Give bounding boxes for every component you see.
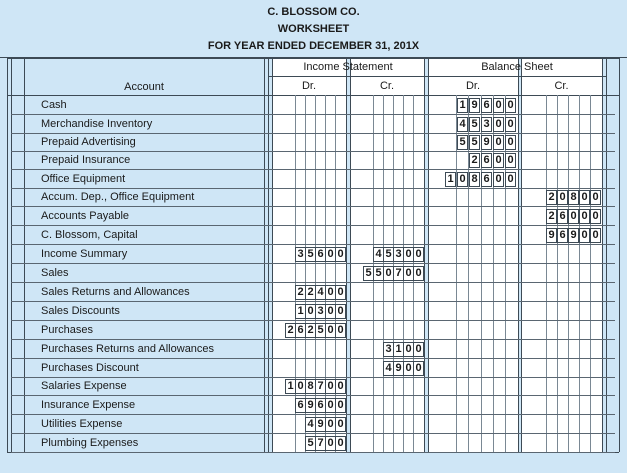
amount-digit: 0 [337, 324, 344, 336]
amount-digit: 5 [375, 267, 382, 279]
amount-digit: 5 [471, 136, 478, 148]
amount-digit: 0 [581, 229, 588, 241]
amount-digit: 0 [507, 99, 514, 111]
account-name: Sales [41, 267, 69, 279]
amount-digit: 0 [337, 248, 344, 260]
amount-digit: 0 [327, 324, 334, 336]
amount-digit: 0 [405, 267, 412, 279]
amount-digit: 0 [337, 399, 344, 411]
amount-digit: 2 [307, 324, 314, 336]
amount-digit: 6 [297, 399, 304, 411]
amount-digit: 0 [337, 305, 344, 317]
amount-digit: 5 [317, 324, 324, 336]
amount-digit: 0 [327, 305, 334, 317]
amount-digit: 3 [317, 305, 324, 317]
amount-digit: 0 [507, 136, 514, 148]
amount-digit: 4 [459, 118, 466, 130]
amount-digit: 5 [365, 267, 372, 279]
amount-digit: 7 [317, 380, 324, 392]
account-name: C. Blossom, Capital [41, 229, 138, 241]
amount-digit: 5 [385, 248, 392, 260]
column-rule [424, 58, 425, 452]
account-name: Utilities Expense [41, 418, 123, 430]
account-name: Prepaid Advertising [41, 136, 136, 148]
amount-digit: 9 [471, 99, 478, 111]
amount-digit: 2 [548, 191, 555, 203]
digit-divider [456, 95, 457, 452]
amount-digit: 5 [307, 437, 314, 449]
column-rule [606, 58, 607, 452]
account-name: Purchases Returns and Allowances [41, 343, 215, 355]
balance-sheet-title: Balance Sheet [481, 61, 553, 73]
account-name: Prepaid Insurance [41, 154, 131, 166]
amount-digit: 0 [507, 173, 514, 185]
amount-digit: 1 [459, 99, 466, 111]
income-cr-title: Cr. [379, 80, 395, 92]
amount-digit: 7 [317, 437, 324, 449]
amount-digit: 0 [495, 154, 502, 166]
amount-digit: 2 [307, 286, 314, 298]
column-rule [264, 58, 265, 452]
amount-digit: 0 [495, 99, 502, 111]
amount-digit: 5 [459, 136, 466, 148]
digit-divider [590, 95, 591, 452]
column-rule [346, 58, 347, 452]
amount-digit: 4 [385, 362, 392, 374]
worksheet-title: WORKSHEET [277, 23, 350, 35]
amount-digit: 0 [415, 267, 422, 279]
amount-digit: 9 [307, 399, 314, 411]
account-name: Accum. Dep., Office Equipment [41, 191, 195, 203]
column-rule [518, 58, 519, 452]
amount-digit: 6 [317, 248, 324, 260]
amount-digit: 1 [297, 305, 304, 317]
account-name: Cash [41, 99, 67, 111]
balance-cr-title: Cr. [554, 80, 569, 92]
amount-digit: 6 [297, 324, 304, 336]
amount-digit: 0 [405, 362, 412, 374]
amount-digit: 0 [495, 136, 502, 148]
amount-digit: 8 [570, 191, 577, 203]
digit-divider [557, 95, 558, 452]
amount-digit: 9 [395, 362, 402, 374]
amount-digit: 0 [307, 305, 314, 317]
amount-digit: 0 [581, 210, 588, 222]
group-divider-rule [268, 76, 606, 77]
amount-digit: 0 [327, 248, 334, 260]
account-name: Office Equipment [41, 173, 126, 185]
account-name: Accounts Payable [41, 210, 130, 222]
amount-digit: 0 [592, 191, 599, 203]
amount-digit: 5 [307, 248, 314, 260]
amount-digit: 4 [307, 418, 314, 430]
balance-dr-title: Dr. [465, 80, 481, 92]
amount-digit: 4 [317, 286, 324, 298]
account-name: Salaries Expense [41, 380, 127, 392]
amount-digit: 6 [483, 173, 490, 185]
amount-digit: 6 [559, 229, 566, 241]
amount-digit: 2 [287, 324, 294, 336]
digit-divider [579, 95, 580, 452]
account-name: Purchases [41, 324, 93, 336]
amount-digit: 0 [581, 191, 588, 203]
income-dr-title: Dr. [301, 80, 317, 92]
account-name: Plumbing Expenses [41, 437, 139, 449]
account-name: Sales Discounts [41, 305, 120, 317]
column-rule [602, 58, 603, 452]
amount-digit: 2 [471, 154, 478, 166]
amount-digit: 0 [459, 173, 466, 185]
amount-digit: 0 [297, 380, 304, 392]
amount-digit: 9 [317, 418, 324, 430]
amount-digit: 0 [592, 210, 599, 222]
amount-digit: 0 [405, 343, 412, 355]
amount-digit: 9 [483, 136, 490, 148]
amount-digit: 0 [327, 380, 334, 392]
table-top-rule [7, 58, 619, 59]
amount-digit: 0 [415, 362, 422, 374]
account-column-title: Account [124, 81, 164, 93]
amount-digit: 5 [471, 118, 478, 130]
column-rule [272, 58, 273, 452]
amount-digit: 6 [559, 210, 566, 222]
amount-digit: 0 [337, 437, 344, 449]
column-rule [268, 58, 269, 452]
column-rule [619, 58, 620, 452]
amount-digit: 0 [327, 399, 334, 411]
amount-digit: 0 [337, 286, 344, 298]
amount-digit: 4 [375, 248, 382, 260]
worksheet-period: FOR YEAR ENDED DECEMBER 31, 201X [207, 40, 420, 52]
amount-digit: 1 [287, 380, 294, 392]
amount-digit: 0 [495, 118, 502, 130]
account-name: Sales Returns and Allowances [41, 286, 190, 298]
amount-digit: 6 [483, 154, 490, 166]
amount-digit: 0 [507, 154, 514, 166]
amount-digit: 3 [297, 248, 304, 260]
amount-digit: 7 [395, 267, 402, 279]
column-rule [7, 58, 8, 452]
amount-digit: 0 [559, 191, 566, 203]
amount-digit: 0 [415, 343, 422, 355]
amount-digit: 3 [395, 248, 402, 260]
amount-digit: 2 [548, 210, 555, 222]
amount-digit: 0 [570, 210, 577, 222]
amount-digit: 0 [327, 286, 334, 298]
company-name: C. BLOSSOM CO. [267, 6, 360, 18]
account-name: Income Summary [41, 248, 128, 260]
column-rule [11, 58, 12, 452]
amount-digit: 0 [592, 229, 599, 241]
column-rule [350, 58, 351, 452]
account-name: Purchases Discount [41, 362, 139, 374]
digit-divider [468, 95, 469, 452]
amount-digit: 0 [327, 418, 334, 430]
amount-digit: 1 [395, 343, 402, 355]
digit-divider [546, 95, 547, 452]
amount-digit: 1 [447, 173, 454, 185]
amount-digit: 6 [483, 99, 490, 111]
amount-digit: 0 [507, 118, 514, 130]
column-rule [24, 58, 25, 452]
amount-digit: 3 [385, 343, 392, 355]
amount-digit: 0 [415, 248, 422, 260]
column-rule [521, 58, 522, 452]
amount-digit: 8 [307, 380, 314, 392]
amount-digit: 0 [405, 248, 412, 260]
header-bottom-rule [7, 95, 619, 96]
amount-digit: 0 [337, 380, 344, 392]
amount-digit: 2 [297, 286, 304, 298]
amount-digit: 3 [483, 118, 490, 130]
amount-digit: 0 [337, 418, 344, 430]
amount-digit: 0 [327, 437, 334, 449]
account-name: Insurance Expense [41, 399, 136, 411]
amount-digit: 0 [495, 173, 502, 185]
digit-divider [568, 95, 569, 452]
column-rule [428, 58, 429, 452]
amount-digit: 9 [570, 229, 577, 241]
amount-digit: 8 [471, 173, 478, 185]
income-statement-title: Income Statement [303, 61, 393, 73]
amount-digit: 0 [385, 267, 392, 279]
amount-digit: 9 [548, 229, 555, 241]
account-name: Merchandise Inventory [41, 118, 153, 130]
amount-digit: 6 [317, 399, 324, 411]
